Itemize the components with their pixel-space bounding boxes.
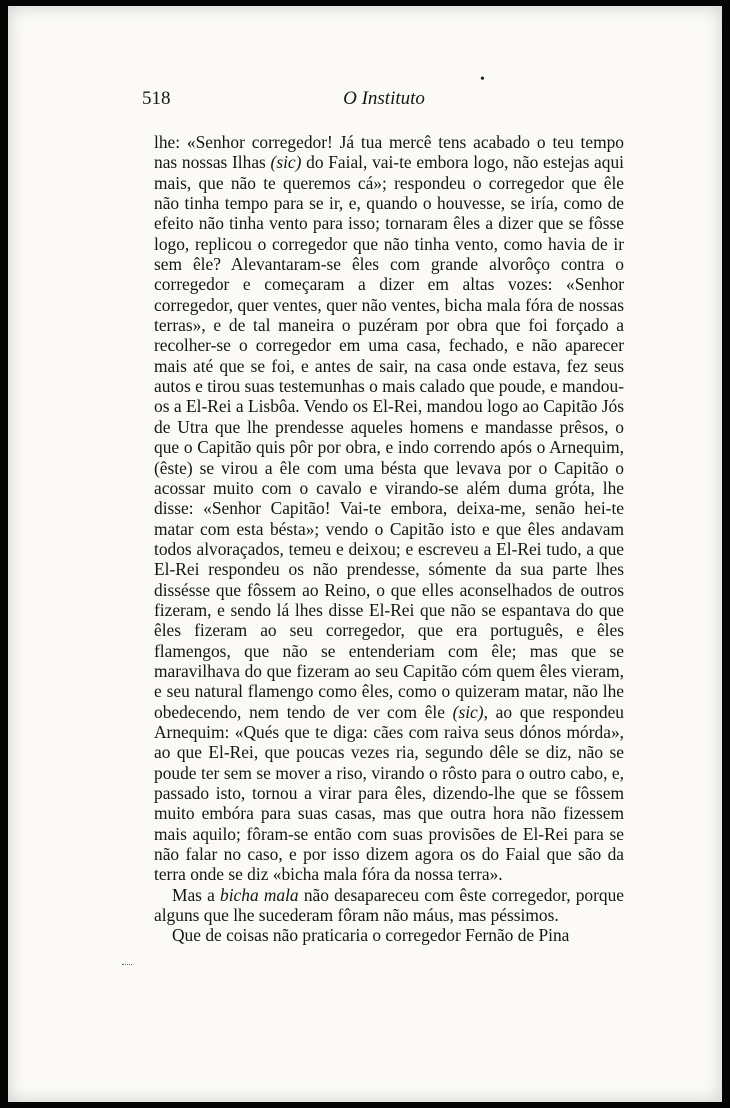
margin-speck: [122, 964, 132, 969]
page-number: 518: [142, 88, 171, 109]
italic-text: (sic): [452, 701, 484, 722]
text-run: Que de coisas não praticaria o corregedor Fernão de Pina: [172, 925, 570, 946]
text-run: Mas a: [172, 884, 221, 905]
text-run: não desapareceu com êste corregedor, porque alguns que lhe sucederam fôram não máus, mas péssimos.: [154, 884, 625, 926]
text-run: , ao que respondeu Arnequim: «Qués que te diga: cães com raiva seus dónos mórda», ao que El-Rei, que poucas vezes ria, segundo dêle se diz, não se poude ter sem se mover a riso, virando o rôsto para o outro cabo, e, passado isto, tornou a virar para êles, dizendo-lhe que se fôssem muito embóra para suas casas, mas que outra hora não fizessem mais aquilo; fôram-se então com suas provisões de El-Rei para se não falar no caso, e por isso dizem agora os do Faial que são da terra onde se diz «bicha mala fóra da nossa terra».: [154, 701, 624, 885]
paragraph: [154, 885, 624, 926]
italic-text: (sic): [270, 152, 302, 173]
book-page: [8, 6, 722, 1102]
body-text: [154, 132, 624, 946]
text-run: lhe: «Senhor corregedor! Já tua mercê tens acabado o teu tempo nas nossas Ilhas: [154, 132, 624, 173]
text-run: do Faial, vai-te embora logo, não estejas aqui mais, que não te queremos cá»; respondeu o corregedor que êle não tinha tempo para se ir, e, quando o houvesse, se iría, como de efeito não tinha vento para isso; tornaram êles a dizer que se fôsse logo, replicou o corregedor que não tinha vento, como havia de ir sem êle? Alevantaram-se êles com grande alvorôço contra o corregedor e começaram a dizer em altas vozes: «Senhor corregedor, quer ventes, quer não ventes, bicha mala fóra de nossas terras», e de tal maneira o puzéram por obra que foi forçado a recolher-se o corregedor em uma casa, fechado, e não aparecer mais até que se foi, e antes de sair, na casa onde estava, fez seus autos e tirou suas testemunhas o mais calado que poude, e mandou-os a El-Rei a Lisbôa. Vendo os El-Rei, mandou logo ao Capitão Jós de Utra que lhe prendesse aqueles homens e mandasse prêsos, o que o Capitão quis pôr por obra, e indo correndo após o Arnequim, (êste) se virou a êle com uma bésta que levava por o Capitão o acossar muito com o cavalo e virando-se além duma gróta, lhe disse: «Senhor Capitão! Vai-te embora, deixa-me, senão hei-te matar com esta bésta»; vendo o Capitão isto e que êles andavam todos alvoraçados, temeu e deixou; e escreveu a El-Rei tudo, a que El-Rei respondeu os não prendesse, sómente da sua parte lhes dissésse que fôssem ao Reino, o que elles aconselhados de outros fizeram, e sendo lá lhes disse El-Rei que não se espantava do que êles fizeram ao seu corregedor, que era português, e êles flamengos, que não se entenderiam com êle; mas que se maravilhava do que fizeram ao seu Capitão cóm quem êles vieram, e seu natural flamengo como êles, como o quizeram matar, não lhe obedecendo, nem tendo de ver com êle: [154, 152, 624, 722]
running-title: O Instituto: [343, 88, 425, 109]
print-mark: •: [480, 72, 485, 87]
paragraph: [154, 925, 624, 945]
page-header: [142, 88, 626, 114]
paragraph: [154, 132, 624, 885]
italic-text: bicha mala: [220, 884, 299, 905]
